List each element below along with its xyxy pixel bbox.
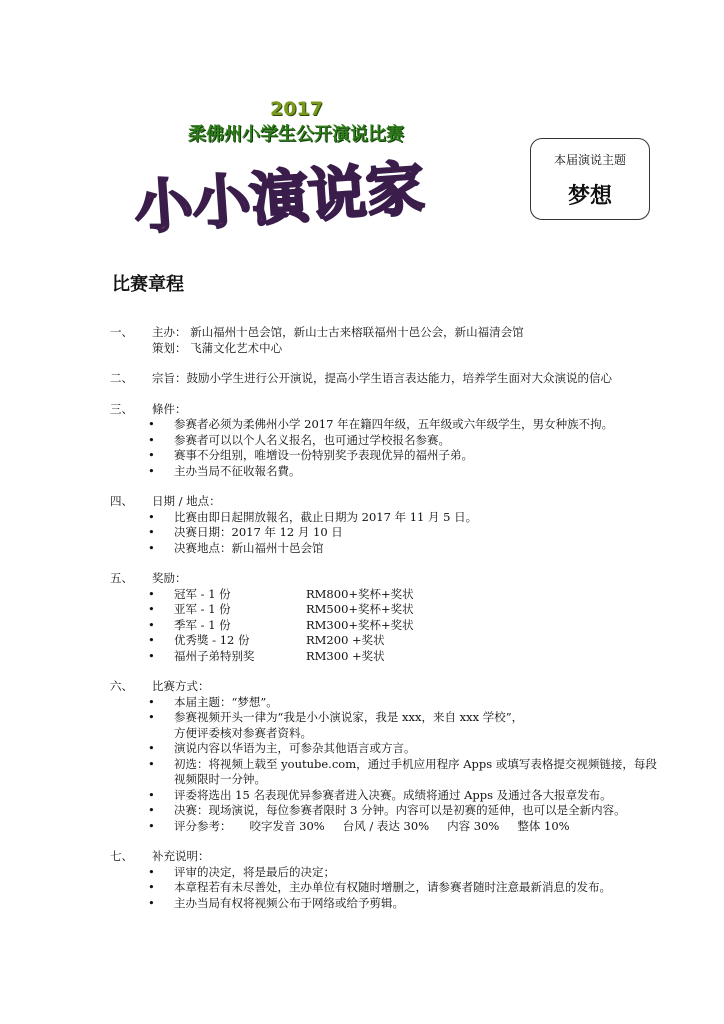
bullet-icon: • [148,895,155,910]
logo-text: 小小演说家 [132,153,427,243]
bullet-icon: • [148,880,155,894]
section-number: 三、 [110,401,133,416]
bullet-icon: • [148,787,155,802]
prize-reward: RM200 +奖状 [306,633,385,647]
contest-header [130,98,450,248]
section-number: 一、 [110,325,133,339]
section-number: 六、 [110,679,133,693]
list-item: • 决赛：现场演说，每位参赛者限时 3 分钟。内容可以是初赛的延伸，也可以是全新内容。 [148,803,626,817]
list-item: • 比赛由即日起開放報名，截止日期为 2017 年 11 月 5 日。 [148,509,478,524]
bullet-icon: • [148,694,155,709]
bullet-icon: • [148,525,155,539]
bullet-icon: • [148,741,155,755]
contest-year: 2017 [270,98,323,120]
theme-label: 本届演说主题 [553,153,626,167]
bullet-icon: • [148,818,155,833]
list-item: • 决赛地点：新山福州十邑会馆 [148,540,324,555]
section-prizes [110,571,670,664]
section-organizers [110,325,670,356]
prize-name: 亚军 - 1 份 [174,602,231,616]
prize-item [126,649,670,665]
host-line: 主办： 新山福州十邑会馆，新山士古来榕联福州十邑公会，新山福清会馆 [152,325,524,339]
format-list [148,694,670,835]
section-number: 五、 [110,571,133,585]
list-item: • 赛事不分组别，唯增设一份特别奖予表现优异的福州子弟。 [148,448,473,462]
list-item: • 主办当局不征收報名費。 [148,463,301,478]
logo-little-orator [130,146,430,246]
score-delivery: 台风 / 表达 30% [342,818,430,833]
planner-line: 策划： 飞蒲文化艺术中心 [152,340,283,355]
bullet-icon: • [148,633,155,647]
document-title: 比赛章程 [112,274,184,295]
prize-name: 季军 - 1 份 [174,617,231,632]
prize-list [148,586,670,665]
section-notes [110,849,670,911]
score-pronunciation: 咬字发音 30% [249,818,325,833]
bullet-icon: • [148,463,155,478]
section-date-venue [110,494,670,556]
bullet-icon: • [148,586,155,601]
bullet-icon: • [148,417,155,431]
prize-reward: RM300 +奖状 [306,648,385,663]
section-purpose [110,371,670,387]
prize-name: 福州子弟特别奖 [174,648,255,663]
prize-item [126,587,670,603]
list-item: • 参赛者可以以个人名义报名，也可通过学校报名参赛。 [148,432,450,447]
section-number: 七、 [110,849,133,863]
bullet-icon: • [148,448,155,462]
prize-reward: RM500+奖杯+奖状 [306,602,414,616]
conditions-list [148,417,670,479]
theme-value: 梦想 [567,184,612,209]
list-item: • 评审的决定，将是最后的决定； [148,864,335,879]
prize-item [126,633,670,649]
section-number: 二、 [110,371,133,385]
section-number: 四、 [110,494,133,508]
section-format [110,679,670,834]
score-content: 内容 30% [447,818,500,833]
list-item: • 参赛者必须为柔佛州小学 2017 年在籍四年级，五年级或六年级学生，男女种族不拘。 [148,417,614,431]
section-heading: 补充说明： [152,849,210,863]
prize-item [126,602,670,618]
prize-item [126,618,670,634]
bullet-icon: • [148,648,155,663]
prize-name: 优秀獎 - 12 份 [174,633,250,647]
date-venue-list [148,509,670,557]
list-item: • 演说内容以华语为主，可参杂其他语言或方言。 [148,741,416,755]
prize-name: 冠军 - 1 份 [174,586,231,601]
bullet-icon: • [148,540,155,555]
prize-reward: RM800+奖杯+奖状 [306,586,414,601]
list-item: • 主办当局有权将视频公布于网络或给予剪辑。 [148,895,404,910]
section-heading: 奖励： [152,571,187,585]
bullet-icon: • [148,803,155,817]
list-item: • 参赛视频开头一律为“我是小小演说家，我是 xxx，来自 xxx 学校”， 方便评委核对参赛者资料。 [148,710,524,740]
contest-name: 柔佛州小学生公开演说比赛 [188,124,404,145]
list-item: • 本届主题：“梦想”。 [148,694,278,709]
bullet-icon: • [148,756,155,771]
bullet-icon: • [148,617,155,632]
bullet-icon: • [148,864,155,879]
section-heading: 日期 / 地点： [152,494,221,508]
bullet-icon: • [148,602,155,616]
bullet-icon: • [148,509,155,524]
item-continuation: 视频限时一分钟。 [174,772,266,786]
bullet-icon: • [148,432,155,447]
item-continuation: 方便评委核对参赛者资料。 [174,725,312,740]
section-heading: 比赛方式： [152,679,210,693]
list-item: • 本章程若有未尽善处，主办单位有权随时增删之，请参赛者随时注意最新消息的发布。 [148,880,611,894]
rules-body [110,325,670,926]
bullet-icon: • [148,710,155,724]
list-item [126,819,670,835]
section-heading: 條件： [152,401,187,416]
list-item: • 评委将选出 15 名表现优异参赛者进入决赛。成绩将通过 Apps 及通过各大报章发布。 [148,787,612,802]
score-overall: 整体 10% [517,818,570,833]
prize-reward: RM300+奖杯+奖状 [306,617,414,632]
list-item: • 决赛日期：2017 年 12 月 10 日 [148,525,343,539]
notes-list [148,864,670,912]
list-item: • 初选：将视频上载至 youtube.com，通过手机应用程序 Apps 或填写表格提交视频链接，每段 视频限时一分钟。 [148,756,657,786]
purpose-line: 宗旨：鼓励小学生进行公开演说，提高小学生语言表达能力，培养学生面对大众演说的信心 [152,371,612,385]
score-label: 评分参考： [174,818,232,833]
section-conditions [110,402,670,480]
theme-box [530,138,650,220]
